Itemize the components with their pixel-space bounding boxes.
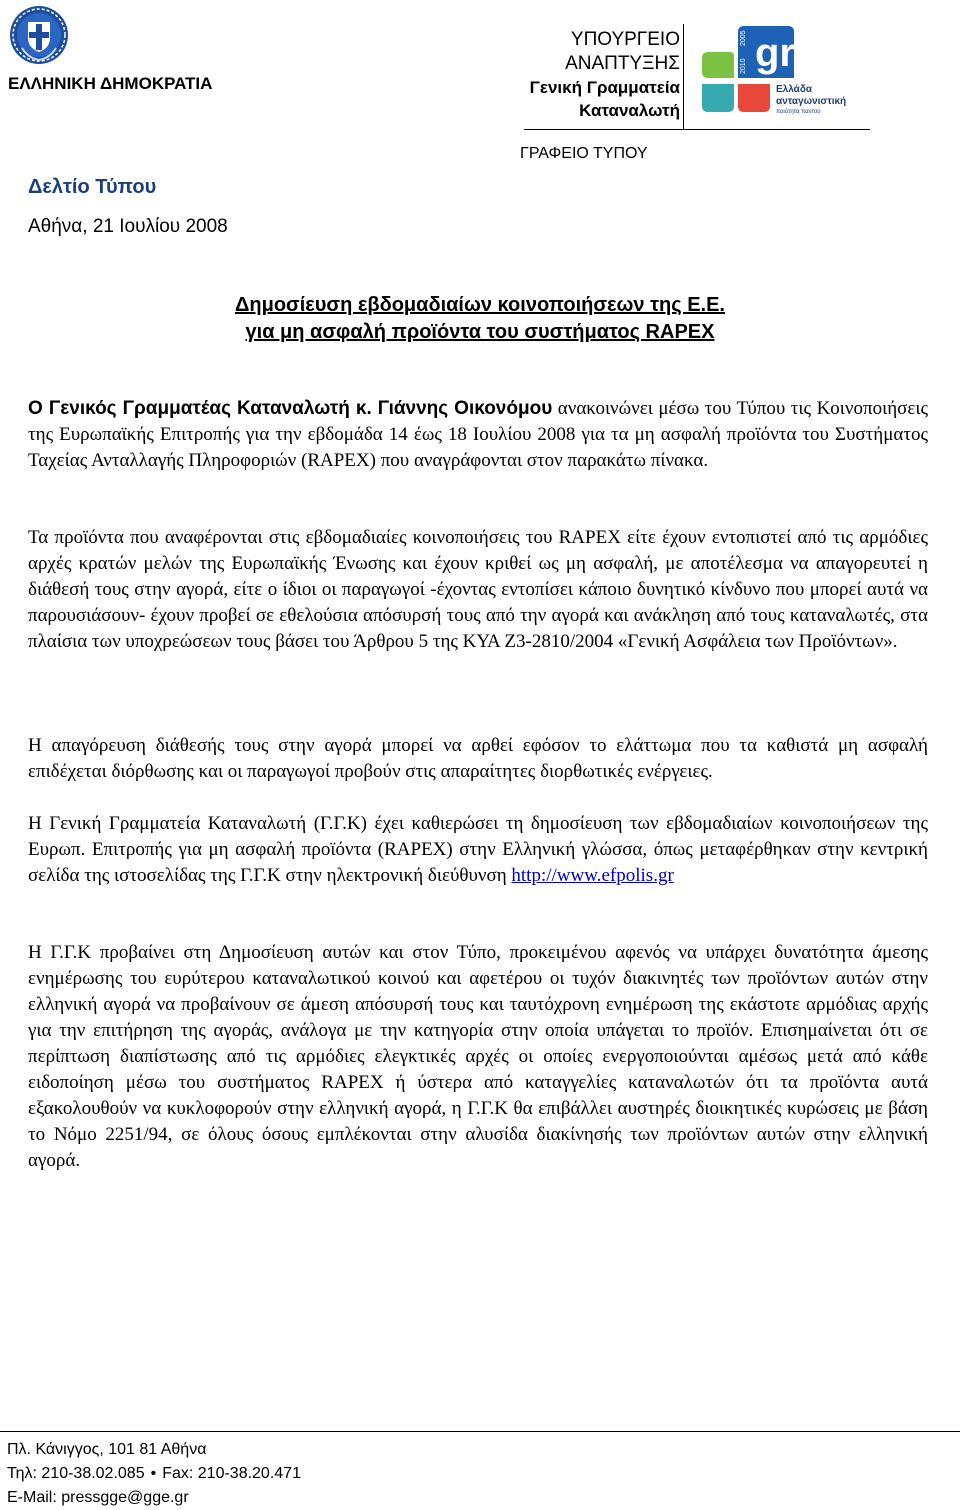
- header-divider: [524, 129, 870, 130]
- logo-years-top: 2005: [740, 30, 747, 46]
- paragraph-publication: [28, 811, 928, 889]
- ellada-antagonistiki-logo: [700, 22, 872, 118]
- country-name: ΕΛΛΗΝΙΚΗ ΔΗΜΟΚΡΑΤΙΑ: [8, 74, 213, 93]
- announcement-text: ανακοινώνει μέσω του Τύπου τις Κοινοποιήσεις της Ευρωπαϊκής Επιτροπής για την εβδομάδα 14 έως 18 Ιουλίου 2008 για τα μη ασφαλή προϊόντα του Συστήματος Ταχείας Ανταλλαγής Πληροφοριών (RAPEX) που αναγράφονται στον παρακάτω πίνακα.: [28, 398, 928, 471]
- release-date: Αθήνα, 21 Ιουλίου 2008: [28, 216, 228, 237]
- headline: [0, 292, 960, 346]
- publication-text: Η Γενική Γραμματεία Καταναλωτή (Γ.Γ.Κ) έχει καθιερώσει τη δημοσίευση των εβδομαδιαίων κοινοποιήσεων της Ευρωπ. Επιτροπής για μη ασφαλή προϊόντα (RAPEX) στην Ελληνική γλώσσα, όπως μεταφέρθηκαν στην κεντρική σελίδα της ιστοσελίδας της Γ.Γ.Κ στην ηλεκτρονική διεύθυνση: [28, 813, 928, 886]
- footer-divider: [0, 1431, 960, 1432]
- ministry-line-1: ΥΠΟΥΡΓΕΙΟ: [570, 29, 680, 50]
- footer-fax: Fax: 210-38.20.471: [162, 1465, 301, 1482]
- footer-contact: [7, 1438, 301, 1510]
- ministry-block: [470, 28, 680, 122]
- press-release-title: Δελτίο Τύπου: [28, 176, 157, 198]
- paragraph-products: Τα προϊόντα που αναφέρονται στις εβδομαδιαίες κοινοποιήσεις του RAPEX είτε έχουν εντοπιστεί από τις αρμόδιες αρχές κρατών μελών της Ευρωπαϊκής Ένωσης και έχουν κριθεί ως μη ασφαλή, με αποτέλεσμα να απαγορευτεί η διάθεσή τους στην αγορά, είτε ο ίδιοι οι παραγωγοί -έχοντας εντοπίσει κάποιο δυνητικό κίνδυνο που μπορεί αυτά να παρουσιάσουν- έχουν προβεί σε εθελούσια απόσυρσή τους από την αγορά και ανάκληση από τους καταναλωτές, στα πλαίσια των υποχρεώσεων τους βάσει του Άρθρου 5 της ΚΥΑ Ζ3-2810/2004 «Γενική Ασφάλεια των Προϊόντων».: [28, 527, 928, 652]
- footer-separator: •: [150, 1465, 157, 1482]
- logo-brand: gr: [755, 31, 795, 75]
- ministry-line-2: ΑΝΑΠΤΥΞΗΣ: [565, 53, 680, 74]
- paragraph-announcement: [28, 396, 928, 474]
- header-vertical-divider: [683, 24, 684, 130]
- footer-phone: Τηλ: 210-38.02.085: [7, 1465, 145, 1482]
- footer-address: Πλ. Κάνιγγος, 101 81 Αθήνα: [7, 1441, 207, 1458]
- logo-tagline-1: Ελλάδα: [776, 84, 813, 95]
- press-office-label: ΓΡΑΦΕΙΟ ΤΥΠΟΥ: [520, 145, 648, 162]
- paragraph-enforcement: Η Γ.Γ.Κ προβαίνει στη Δημοσίευση αυτών και στον Τύπο, προκειμένου αφενός να υπάρχει δυνατότητα άμεσης ενημέρωσης του ευρύτερου καταναλωτικού κοινού και αφετέρου οι τυχόν διακινητές των προϊόντων αυτών στην ελληνική αγορά να προβαίνουν σε άμεση απόσυρσή τους και ταυτόχρονη ενημέρωση της εκάστοτε αρμόδιας αρχής για την επιτήρηση της αγοράς, ανάλογα με την κατηγορία στην οποία υπάγεται το προϊόν. Επισημαίνεται ότι σε περίπτωση διαπίστωσης από τις αρμόδιες ελεγκτικές αρχές οι οποίες ενεργοποιούνται αμέσως μετά από κάθε ειδοποίηση μέσω του συστήματος RAPEX ή ύστερα από καταγγελίες καταναλωτών ότι τα προϊόντα αυτά εξακολουθούν να κυκλοφορούν στην ελληνική αγορά, η Γ.Γ.Κ θα επιβάλλει αυστηρές διοικητικές κυρώσεις με βάση το Νόμο 2251/94, σε όλους όσους εμπλέκονται στην αλυσίδα διακίνησής των προϊόντων αυτών στην ελληνική αγορά.: [28, 942, 928, 1171]
- ministry-line-4: Καταναλωτή: [579, 101, 680, 120]
- footer-phone-fax: [7, 1462, 301, 1486]
- efpolis-link[interactable]: http://www.efpolis.gr: [511, 865, 674, 886]
- ministry-line-3: Γενική Γραμματεία: [529, 78, 680, 97]
- headline-line-1: Δημοσίευση εβδομαδιαίων κοινοποιήσεων της Ε.Ε.: [235, 294, 725, 316]
- logo-tagline-3: ποιότητα παντού: [776, 109, 821, 115]
- logo-tagline-2: ανταγωνιστική: [776, 96, 847, 107]
- footer-email: E-Mail: pressgge@gge.gr: [7, 1489, 189, 1506]
- announcement-lead: Ο Γενικός Γραμματέας Καταναλωτή κ. Γιάννης Οικονόμου: [28, 398, 553, 419]
- paragraph-ban: Η απαγόρευση διάθεσής τους στην αγορά μπορεί να αρθεί εφόσον το ελάττωμα που τα καθιστά μη ασφαλή επιδέχεται διόρθωσης και οι παραγωγοί προβούν στις απαραίτητες διορθωτικές ενέργειες.: [28, 735, 928, 782]
- headline-line-2: για μη ασφαλή προϊόντα του συστήματος RAPEX: [245, 321, 715, 343]
- logo-years-bottom: 2010: [740, 58, 747, 74]
- greek-coat-of-arms-icon: [8, 4, 70, 66]
